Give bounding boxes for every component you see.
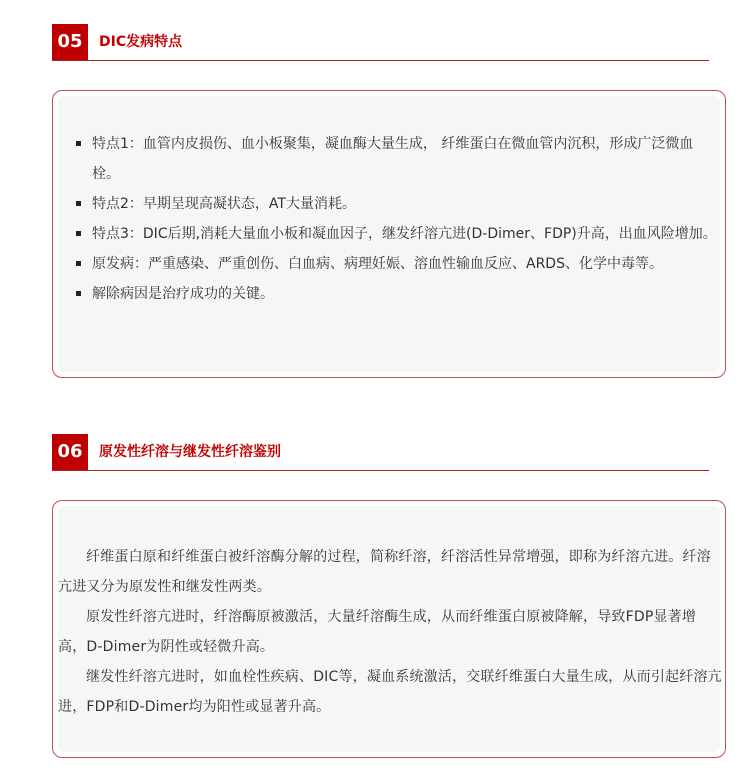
dic-features-box bbox=[52, 90, 726, 378]
bullet-square-icon bbox=[76, 201, 81, 206]
list-item bbox=[73, 189, 721, 219]
section-header-06 bbox=[52, 434, 709, 471]
list-item bbox=[73, 279, 721, 309]
section-number-badge: 06 bbox=[52, 434, 88, 470]
list-item-text: 原发病：严重感染、严重创伤、白血病、病理妊娠、溶血性输血反应、ARDS、化学中毒等。 bbox=[92, 256, 663, 272]
box-inner-panel bbox=[58, 96, 720, 372]
list-item-text: 特点3：DIC后期,消耗大量血小板和凝血因子，继发纤溶亢进(D-Dimer、FDP)升高，出血风险增加。 bbox=[92, 226, 717, 242]
section-header-05 bbox=[52, 24, 709, 61]
list-item-text: 特点2：早期呈现高凝状态，AT大量消耗。 bbox=[92, 196, 356, 212]
paragraph-group bbox=[58, 542, 722, 722]
paragraph: 纤维蛋白原和纤维蛋白被纤溶酶分解的过程，简称纤溶，纤溶活性异常增强，即称为纤溶亢进。纤溶亢进又分为原发性和继发性两类。 bbox=[58, 549, 711, 595]
fibrinolysis-box bbox=[52, 500, 726, 758]
box-inner-panel bbox=[58, 506, 720, 752]
list-item-text: 特点1：血管内皮损伤、血小板聚集，凝血酶大量生成， 纤维蛋白在微血管内沉积，形成广泛微血栓。 bbox=[92, 136, 694, 182]
list-item bbox=[73, 219, 721, 249]
paragraph: 原发性纤溶亢进时，纤溶酶原被激活，大量纤溶酶生成，从而纤维蛋白原被降解，导致FDP显著增高，D-Dimer为阴性或轻微升高。 bbox=[58, 609, 697, 655]
list-item bbox=[73, 249, 721, 279]
list-item bbox=[73, 129, 721, 189]
bullet-square-icon bbox=[76, 291, 81, 296]
section-title: DIC发病特点 bbox=[99, 34, 183, 50]
bullet-square-icon bbox=[76, 141, 81, 146]
bullet-square-icon bbox=[76, 231, 81, 236]
section-title: 原发性纤溶与继发性纤溶鉴别 bbox=[99, 444, 281, 460]
section-number-badge: 05 bbox=[52, 24, 88, 60]
list-item-text: 解除病因是治疗成功的关键。 bbox=[92, 286, 274, 302]
bullet-square-icon bbox=[76, 261, 81, 266]
bullet-list bbox=[73, 129, 721, 309]
paragraph: 继发性纤溶亢进时，如血栓性疾病、DIC等，凝血系统激活，交联纤维蛋白大量生成，从而引起纤溶亢进，FDP和D-Dimer均为阳性或显著升高。 bbox=[58, 669, 722, 715]
